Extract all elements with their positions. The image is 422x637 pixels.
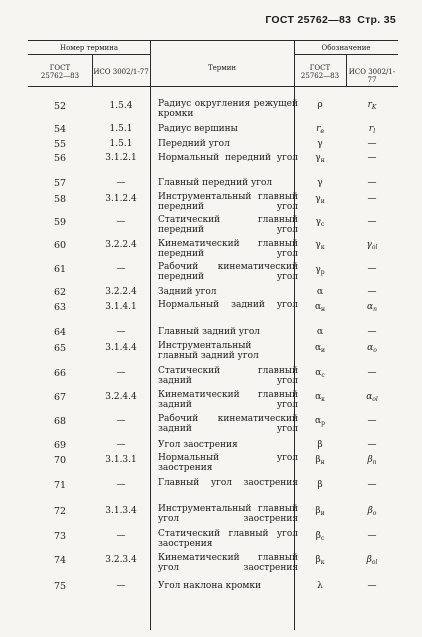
term-number: 62 bbox=[53, 287, 67, 298]
iso-ref: 3.2.3.4 bbox=[105, 555, 137, 565]
gost-symbol: $\alpha_к$ bbox=[315, 392, 325, 403]
iso-symbol-heading: ИСО 3002/1-77 bbox=[348, 68, 396, 84]
term-number: 74 bbox=[53, 555, 67, 566]
term-text: Инструментальный главный задний угол bbox=[158, 341, 259, 361]
col-rule-2 bbox=[150, 40, 151, 630]
iso-symbol: — bbox=[367, 178, 377, 188]
term-number: 67 bbox=[53, 392, 67, 403]
iso-symbol: $\beta_o$ bbox=[367, 506, 377, 517]
header-bottom-rule bbox=[28, 86, 398, 87]
iso-ref: 3.1.2.4 bbox=[105, 194, 137, 204]
gost-symbol: $\gamma_и$ bbox=[315, 194, 325, 205]
term-text: Кинематический главный передний угол bbox=[158, 239, 298, 259]
page-number: Стр. 35 bbox=[357, 14, 396, 26]
term-text: Угол наклона кромки bbox=[158, 581, 261, 591]
iso-symbol: $\gamma_{ol}$ bbox=[366, 240, 378, 251]
gost-label: ГОСТ bbox=[49, 64, 71, 72]
term-text: Главный задний угол bbox=[158, 327, 260, 337]
gost-symbol: $\gamma_с$ bbox=[315, 217, 325, 228]
term-text: Главный угол заострения bbox=[158, 478, 298, 488]
iso-ref: — bbox=[116, 440, 126, 450]
iso-symbol: — bbox=[367, 480, 377, 490]
term-text: Радиус вершины bbox=[158, 124, 238, 134]
iso-ref: — bbox=[116, 531, 126, 541]
term-text: Нормальный угол заострения bbox=[158, 453, 298, 473]
iso-symbol: — bbox=[367, 327, 377, 337]
gost-code: 25762—83 bbox=[40, 72, 80, 80]
iso-ref: 1.5.4 bbox=[109, 101, 133, 111]
iso-ref: 1.5.1 bbox=[109, 139, 133, 149]
iso-ref: — bbox=[116, 480, 126, 490]
iso-ref: 3.2.2.4 bbox=[105, 287, 137, 297]
iso-symbol: $r_K$ bbox=[367, 100, 377, 111]
term-number: 71 bbox=[53, 480, 67, 491]
term-number: 70 bbox=[53, 455, 67, 466]
iso-ref: — bbox=[116, 368, 126, 378]
term-text: Инструментальный главный угол заострения bbox=[158, 504, 298, 524]
iso-ref: 3.2.2.4 bbox=[105, 240, 137, 250]
term-number: 75 bbox=[53, 581, 67, 592]
gost-symbol: $\beta_и$ bbox=[315, 506, 325, 517]
iso-ref: 3.1.3.4 bbox=[105, 506, 137, 516]
gost-symbol: $\beta_н$ bbox=[315, 455, 325, 466]
iso-symbol: $\beta_{ol}$ bbox=[366, 555, 378, 566]
term-number: 60 bbox=[53, 240, 67, 251]
gost-symbol: $\alpha_р$ bbox=[315, 416, 325, 427]
term-text: Статический главный передний угол bbox=[158, 215, 298, 235]
gost-symbol: γ bbox=[317, 139, 323, 149]
gost2-label: ГОСТ bbox=[309, 64, 331, 72]
term-text: Главный передний угол bbox=[158, 178, 273, 188]
iso-ref: 3.1.2.1 bbox=[105, 153, 137, 163]
term-number-heading: Номер термина bbox=[59, 44, 119, 52]
iso-symbol: $\alpha_n$ bbox=[367, 302, 377, 313]
terms-table bbox=[28, 40, 398, 630]
gost-symbol-heading bbox=[294, 64, 346, 80]
iso-ref: — bbox=[116, 581, 126, 591]
term-number: 64 bbox=[53, 327, 67, 338]
term-number: 57 bbox=[53, 178, 67, 189]
iso-symbol: — bbox=[367, 264, 377, 274]
term-text: Передний угол bbox=[158, 139, 230, 149]
term-number: 54 bbox=[53, 124, 67, 135]
iso-symbol: — bbox=[367, 287, 377, 297]
term-number: 73 bbox=[53, 531, 67, 542]
iso-symbol: $\alpha_o$ bbox=[367, 343, 377, 354]
gost-symbol: $\gamma_к$ bbox=[315, 240, 325, 251]
term-number: 72 bbox=[53, 506, 67, 517]
standard-number: ГОСТ 25762—83 bbox=[265, 14, 352, 26]
gost-symbol: $\gamma_р$ bbox=[315, 265, 325, 276]
term-text: Статический главный угол заострения bbox=[158, 529, 298, 549]
iso-symbol: — bbox=[367, 368, 377, 378]
term-number: 69 bbox=[53, 440, 67, 451]
iso-ref: 3.2.4.4 bbox=[105, 392, 137, 402]
iso-ref: — bbox=[116, 178, 126, 188]
iso-symbol: — bbox=[367, 194, 377, 204]
page-header bbox=[0, 14, 396, 26]
iso-ref: 3.1.4.1 bbox=[105, 302, 137, 312]
iso-heading: ИСО 3002/1-77 bbox=[93, 68, 149, 76]
table-top-rule bbox=[28, 40, 398, 41]
gost-symbol: α bbox=[316, 287, 324, 297]
gost-symbol: ρ bbox=[317, 100, 323, 110]
gost-symbol: $r_в$ bbox=[316, 124, 324, 135]
iso-symbol: $r_l$ bbox=[368, 124, 376, 135]
term-text: Нормальный передний угол bbox=[158, 153, 298, 163]
gost-symbol: $\beta_к$ bbox=[315, 555, 325, 566]
gost-symbol: λ bbox=[317, 581, 323, 591]
term-text: Кинематический главный угол заострения bbox=[158, 553, 298, 573]
term-text: Угол заострения bbox=[158, 440, 238, 450]
term-number: 59 bbox=[53, 217, 67, 228]
iso-symbol: — bbox=[367, 217, 377, 227]
iso-symbol: — bbox=[367, 416, 377, 426]
term-text: Задний угол bbox=[158, 287, 217, 297]
term-text: Рабочий кинематический передний угол bbox=[158, 262, 298, 282]
gost-symbol: β bbox=[317, 440, 323, 450]
iso-symbol: $\beta_n$ bbox=[367, 455, 377, 466]
gost-heading bbox=[28, 64, 92, 80]
gost-symbol: $\alpha_с$ bbox=[315, 368, 325, 379]
iso-ref: — bbox=[116, 327, 126, 337]
iso-ref: — bbox=[116, 416, 126, 426]
term-number: 66 bbox=[53, 368, 67, 379]
designation-heading: Обозначение bbox=[321, 44, 371, 52]
iso-symbol: — bbox=[367, 139, 377, 149]
iso-ref: 1.5.1 bbox=[109, 124, 133, 134]
terms-heading: Термин bbox=[207, 64, 237, 72]
term-number: 58 bbox=[53, 194, 67, 205]
iso-symbol: — bbox=[367, 531, 377, 541]
iso-symbol: $\alpha_{ol}$ bbox=[366, 392, 378, 403]
term-number: 63 bbox=[53, 302, 67, 313]
term-number: 61 bbox=[53, 264, 67, 275]
iso-ref: — bbox=[116, 217, 126, 227]
iso-ref: 3.1.3.1 bbox=[105, 455, 137, 465]
iso-ref: 3.1.4.4 bbox=[105, 343, 137, 353]
term-text: Рабочий кинематический задний угол bbox=[158, 414, 298, 434]
term-number: 65 bbox=[53, 343, 67, 354]
term-text: Радиус округления режущей кромки bbox=[158, 99, 298, 119]
gost-symbol: $\alpha_и$ bbox=[314, 343, 326, 354]
term-text: Нормальный задний угол bbox=[158, 300, 298, 310]
gost2-code: 25762—83 bbox=[300, 72, 340, 80]
gost-symbol: $\alpha_н$ bbox=[314, 302, 326, 313]
term-text: Инструментальный главный передний угол bbox=[158, 192, 298, 212]
gost-symbol: γ bbox=[317, 178, 323, 188]
iso-symbol: — bbox=[367, 440, 377, 450]
gost-symbol: α bbox=[316, 327, 324, 337]
term-number: 55 bbox=[53, 139, 67, 150]
term-text: Кинематический главный задний угол bbox=[158, 390, 298, 410]
number-group-rule bbox=[28, 54, 150, 55]
term-number: 68 bbox=[53, 416, 67, 427]
term-number: 56 bbox=[53, 153, 67, 164]
term-text: Статический главный задний угол bbox=[158, 366, 298, 386]
iso-ref: — bbox=[116, 264, 126, 274]
gost-symbol: $\gamma_н$ bbox=[315, 153, 325, 164]
gost-symbol: $\beta_с$ bbox=[315, 531, 325, 542]
term-number: 52 bbox=[53, 101, 67, 112]
iso-symbol: — bbox=[367, 153, 377, 163]
iso-symbol: — bbox=[367, 581, 377, 591]
gost-symbol: β bbox=[317, 480, 323, 490]
